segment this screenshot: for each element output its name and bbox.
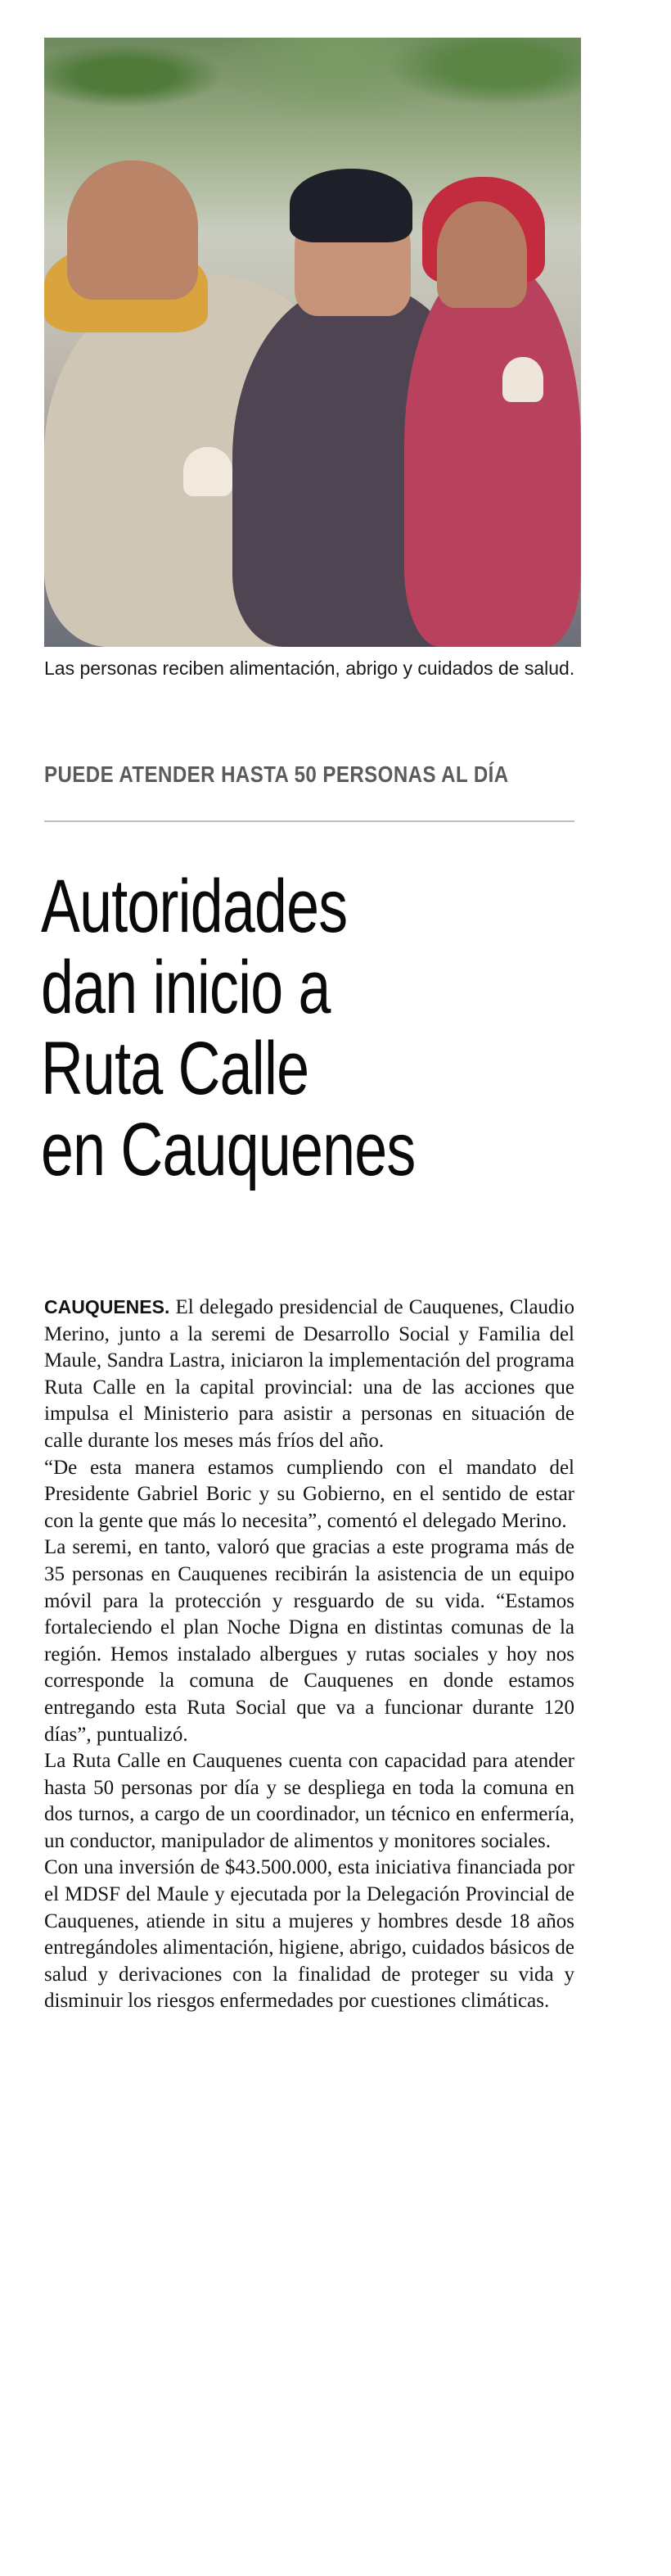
dateline: CAUQUENES.: [44, 1296, 170, 1317]
kicker-divider: [44, 820, 574, 822]
article-photo: [44, 38, 581, 647]
paragraph-text: El delegado presidencial de Cauquenes, Claudio Merino, junto a la seremi de Desarrollo Social y Familia del Maule, Sandra Lastra, iniciaron la implementación del programa Ruta Calle en la capital provincial: una de las acciones que impulsa el Ministerio para asistir a personas en situación de calle durante los meses más fríos del año.: [44, 1296, 574, 1452]
article-paragraph: Con una inversión de $43.500.000, esta iniciativa financiada por el MDSF del Maule y ejecutada por la Delegación Provincial de Cauquenes, atiende in situ a mujeres y hombres desde 18 años entregándoles alimentación, higiene, abrigo, cuidados básicos de salud y derivaciones con la finalidad de proteger su vida y disminuir los riesgos enfermedades por cuestiones climáticas.: [44, 1856, 574, 2013]
headline-line: dan inicio a: [41, 946, 331, 1029]
headline-line: Autoridades: [41, 865, 348, 948]
article-paragraph: La Ruta Calle en Cauquenes cuenta con capacidad para atender hasta 50 personas por día y se despliega en toda la comuna en dos turnos, a cargo de un coordinador, un técnico en enfermería, un conductor, manipulador de alimentos y monitores sociales.: [44, 1750, 574, 1852]
person-right-body: [404, 259, 581, 647]
photo-caption: Las personas reciben alimentación, abrigo y cuidados de salud.: [44, 658, 575, 679]
person-right-head: [437, 201, 527, 308]
person-center-hat: [290, 169, 412, 242]
person-left-head: [67, 160, 198, 300]
article-paragraph: La seremi, en tanto, valoró que gracias a este programa más de 35 personas en Cauquenes recibirán la asistencia de un equipo móvil para la protección y resguardo de su vida. “Estamos fortaleciendo el plan Noche Digna en distintas comunas de la región. Hemos instalado albergues y rutas sociales y hoy nos corresponde la comuna de Cauquenes en donde estamos entregando esta Ruta Social que va a funcionar durante 120 días”, puntualizó.: [44, 1536, 574, 1746]
article-kicker: PUEDE ATENDER HASTA 50 PERSONAS AL DÍA: [44, 762, 509, 787]
headline-line: Ruta Calle: [41, 1027, 309, 1110]
cup-left: [183, 447, 232, 496]
cup-right: [502, 357, 543, 402]
article-headline: [41, 866, 488, 1191]
headline-line: en Cauquenes: [41, 1108, 416, 1191]
article-paragraph: “De esta manera estamos cumpliendo con el mandato del Presidente Gabriel Boric y su Gobierno, en el sentido de estar con la gente que más lo necesita”, comentó el delegado Merino.: [44, 1456, 574, 1532]
article-body: [44, 1294, 574, 2015]
article-paragraph: [44, 1294, 574, 1455]
